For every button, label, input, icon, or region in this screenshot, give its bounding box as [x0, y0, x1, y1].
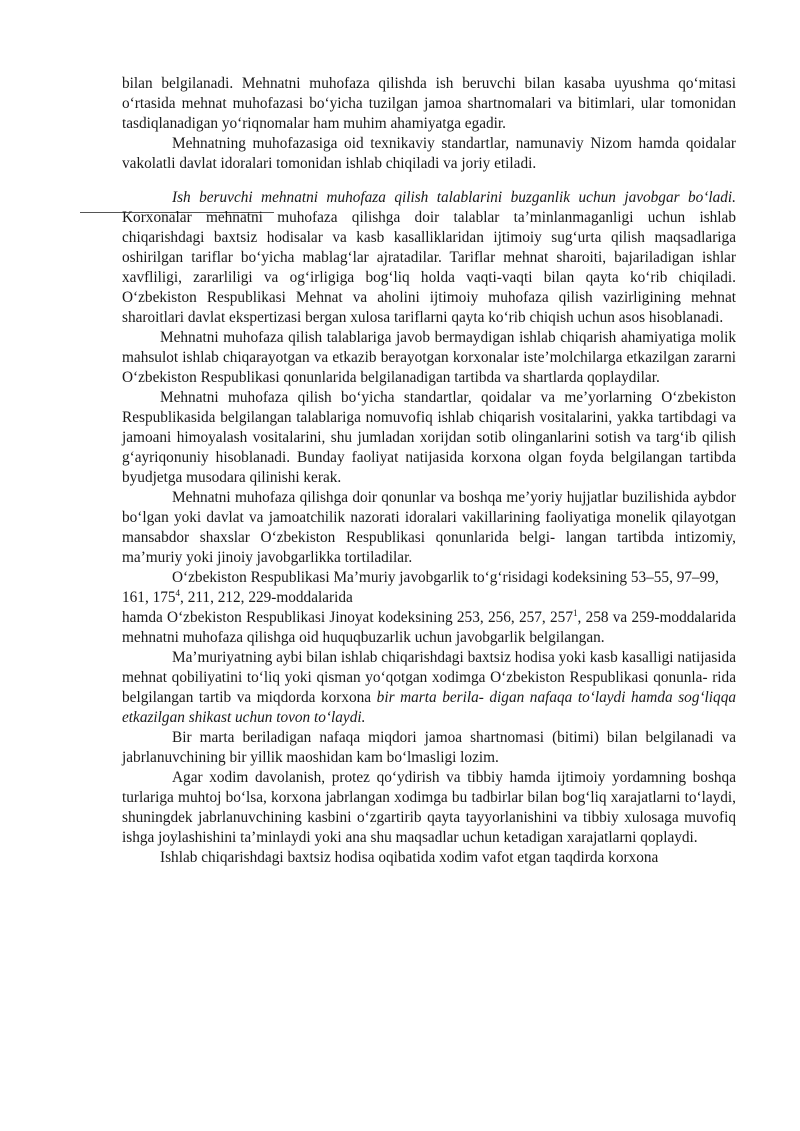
- paragraph-fatal-accident: Ishlab chiqarishdagi baxtsiz hodisa oqibatida xodim vafot etgan taqdirda korxona: [160, 849, 659, 866]
- paragraph-treatment-costs: Agar xodim davolanish, protez qo‘ydirish va tibbiy hamda ijtimoiy yordamning boshqa turlariga muhtoj bo‘lsa, korxona jabrlangan xodimga bu tadbirlar bilan bog‘liq xarajatlarni to‘laydi, shuningdek jabrlanuvchining kasbini o‘zgartirib qayta tayyorlanishini va tibbiy xulosaga muvofiq ishga joylashishini ta’minlaydi yoki ana shu maqsadlar uchun ketadigan xarajatlarni qoplaydi.: [122, 769, 736, 846]
- paragraph-employer-liability: [122, 188, 736, 328]
- paragraph-damages: Mehnatni muhofaza qilish talablariga javob bermaydigan ishlab chiqarish ahamiyatiga molik mahsulot ishlab chiqarayotgan va etkazib berayotgan korxonalar iste’molchilarga etkazilgan zararni O‘zbekiston Respublikasi qonunlarida belgilanadigan tartibda va shartlarda qoplaydilar.: [122, 329, 736, 386]
- paragraph-text: , 211, 212, 229-moddalarida: [180, 589, 353, 606]
- paragraph-compensation: [122, 648, 736, 728]
- paragraph-text: Korxonalar mehnatni muhofaza qilishga doir talablar ta’minlanmaganligi uchun ishlab chiqarishdagi baxtsiz hodisalar va kasb kasalliklaridan ijtimoiy sug‘urta qilish maqsadlariga oshirilgan tariflar bo‘yicha mablag‘lar ajratadilar. Tariflar mehnat sharoiti, bajariladigan ishlar xavfliligi, zararliligi va og‘irligiga bog‘liq holda vaqti-vaqti bilan qayta ko‘rib chiqiladi. O‘zbekiston Respublikasi Mehnat va aholini ijtimoiy muhofaza qilish vazirligining mehnat sharoitlari davlat ekspertizasi bergan xulosa tariflarni qayta ko‘rib chiqish uchun asos hisoblanadi.: [122, 209, 736, 326]
- paragraph-illegal-sale: Mehnatni muhofaza qilish bo‘yicha standartlar, qoidalar va me’yorlarning O‘zbekiston Respublikasida belgilangan talablariga nomuvofiq ishlab chiqarish vositalarini, yakka tartibdagi va jamoani himoyalash vositalarini, shu jumladan xorijdan sotib olinganlarini sotish va targ‘ib qilish g‘ayriqonuniy hisoblanadi. Bunday faoliyat natijasida korxona olgan foyda belgilangan tartibda byudjetga musodara qilinishi kerak.: [122, 389, 736, 486]
- paragraph-text: O‘zbekiston Respublikasi Ma’muriy javobgarlik to‘g‘risidagi kodeksining 53–55, 97–99, 161, 175: [122, 569, 719, 606]
- italic-heading: Ish beruvchi mehnatni muhofaza qilish talablarini buzganlik uchun javobgar bo‘ladi.: [172, 189, 736, 206]
- paragraph-one-time-allowance: Bir marta beriladigan nafaqa miqdori jamoa shartnomasi (bitimi) bilan belgilanadi va jabrlanuvchining bir yillik maoshidan kam bo‘lmasligi lozim.: [122, 729, 736, 766]
- paragraph-criminal-code: [122, 608, 736, 648]
- paragraph-admin-code: [122, 568, 736, 608]
- paragraph-text: , 258 va 259-moddalarida mehnatni muhofaza qilishga oid huquqbuzarlik uchun javobgarlik belgilangan.: [122, 609, 736, 646]
- paragraph-text: Ma’muriyatning aybi bilan ishlab chiqarishdagi baxtsiz hodisa yoki kasb kasalligi natijasida mehnat qobiliyatini to‘liq yoki qisman yo‘qotgan xodimga O‘zbekiston Respublikasi qonunla- rida belgilangan tartib va miqdorda korxona: [122, 649, 736, 706]
- paragraph-continuation: bilan belgilanadi. Mehnatni muhofaza qilishda ish beruvchi bilan kasaba uyushma qo‘mitasi o‘rtasida mehnat muhofazasi bo‘yicha tuzilgan jamoa shartnomalari va bitimlari, ular tomonidan tasdiqlanadigan yo‘riqnomalar ham muhim ahamiyatga egadir.: [122, 75, 736, 132]
- italic-text: bir marta berila- digan nafaqa to‘laydi hamda sog‘liqqa etkazilgan shikast uchun tovon to‘laydi.: [122, 689, 737, 726]
- paragraph-text: hamda O‘zbekiston Respublikasi Jinoyat kodeksining 253, 256, 257, 257: [122, 609, 573, 626]
- paragraph-officials-liability: Mehnatni muhofaza qilishga doir qonunlar va boshqa me’yoriy hujjatlar buzilishida aybdor bo‘lgan yoki davlat va jamoatchilik nazorati idoralari vakillarining faoliyatiga monelik qilayotgan mansabdor shaxslar O‘zbekiston Respublikasi qonunlarida belgi- langan tartibda intizomiy, ma’muriy yoki jinoiy javobgarlikka tortiladilar.: [122, 489, 736, 566]
- superscript: 4: [175, 587, 181, 598]
- paragraph-standards: Mehnatning muhofazasiga oid texnikaviy standartlar, namunaviy Nizom hamda qoidalar vakolatli davlat idoralari tomonidan ishlab chiqiladi va joriy etiladi.: [122, 135, 736, 172]
- superscript: 1: [572, 607, 578, 618]
- document-body: [122, 74, 736, 868]
